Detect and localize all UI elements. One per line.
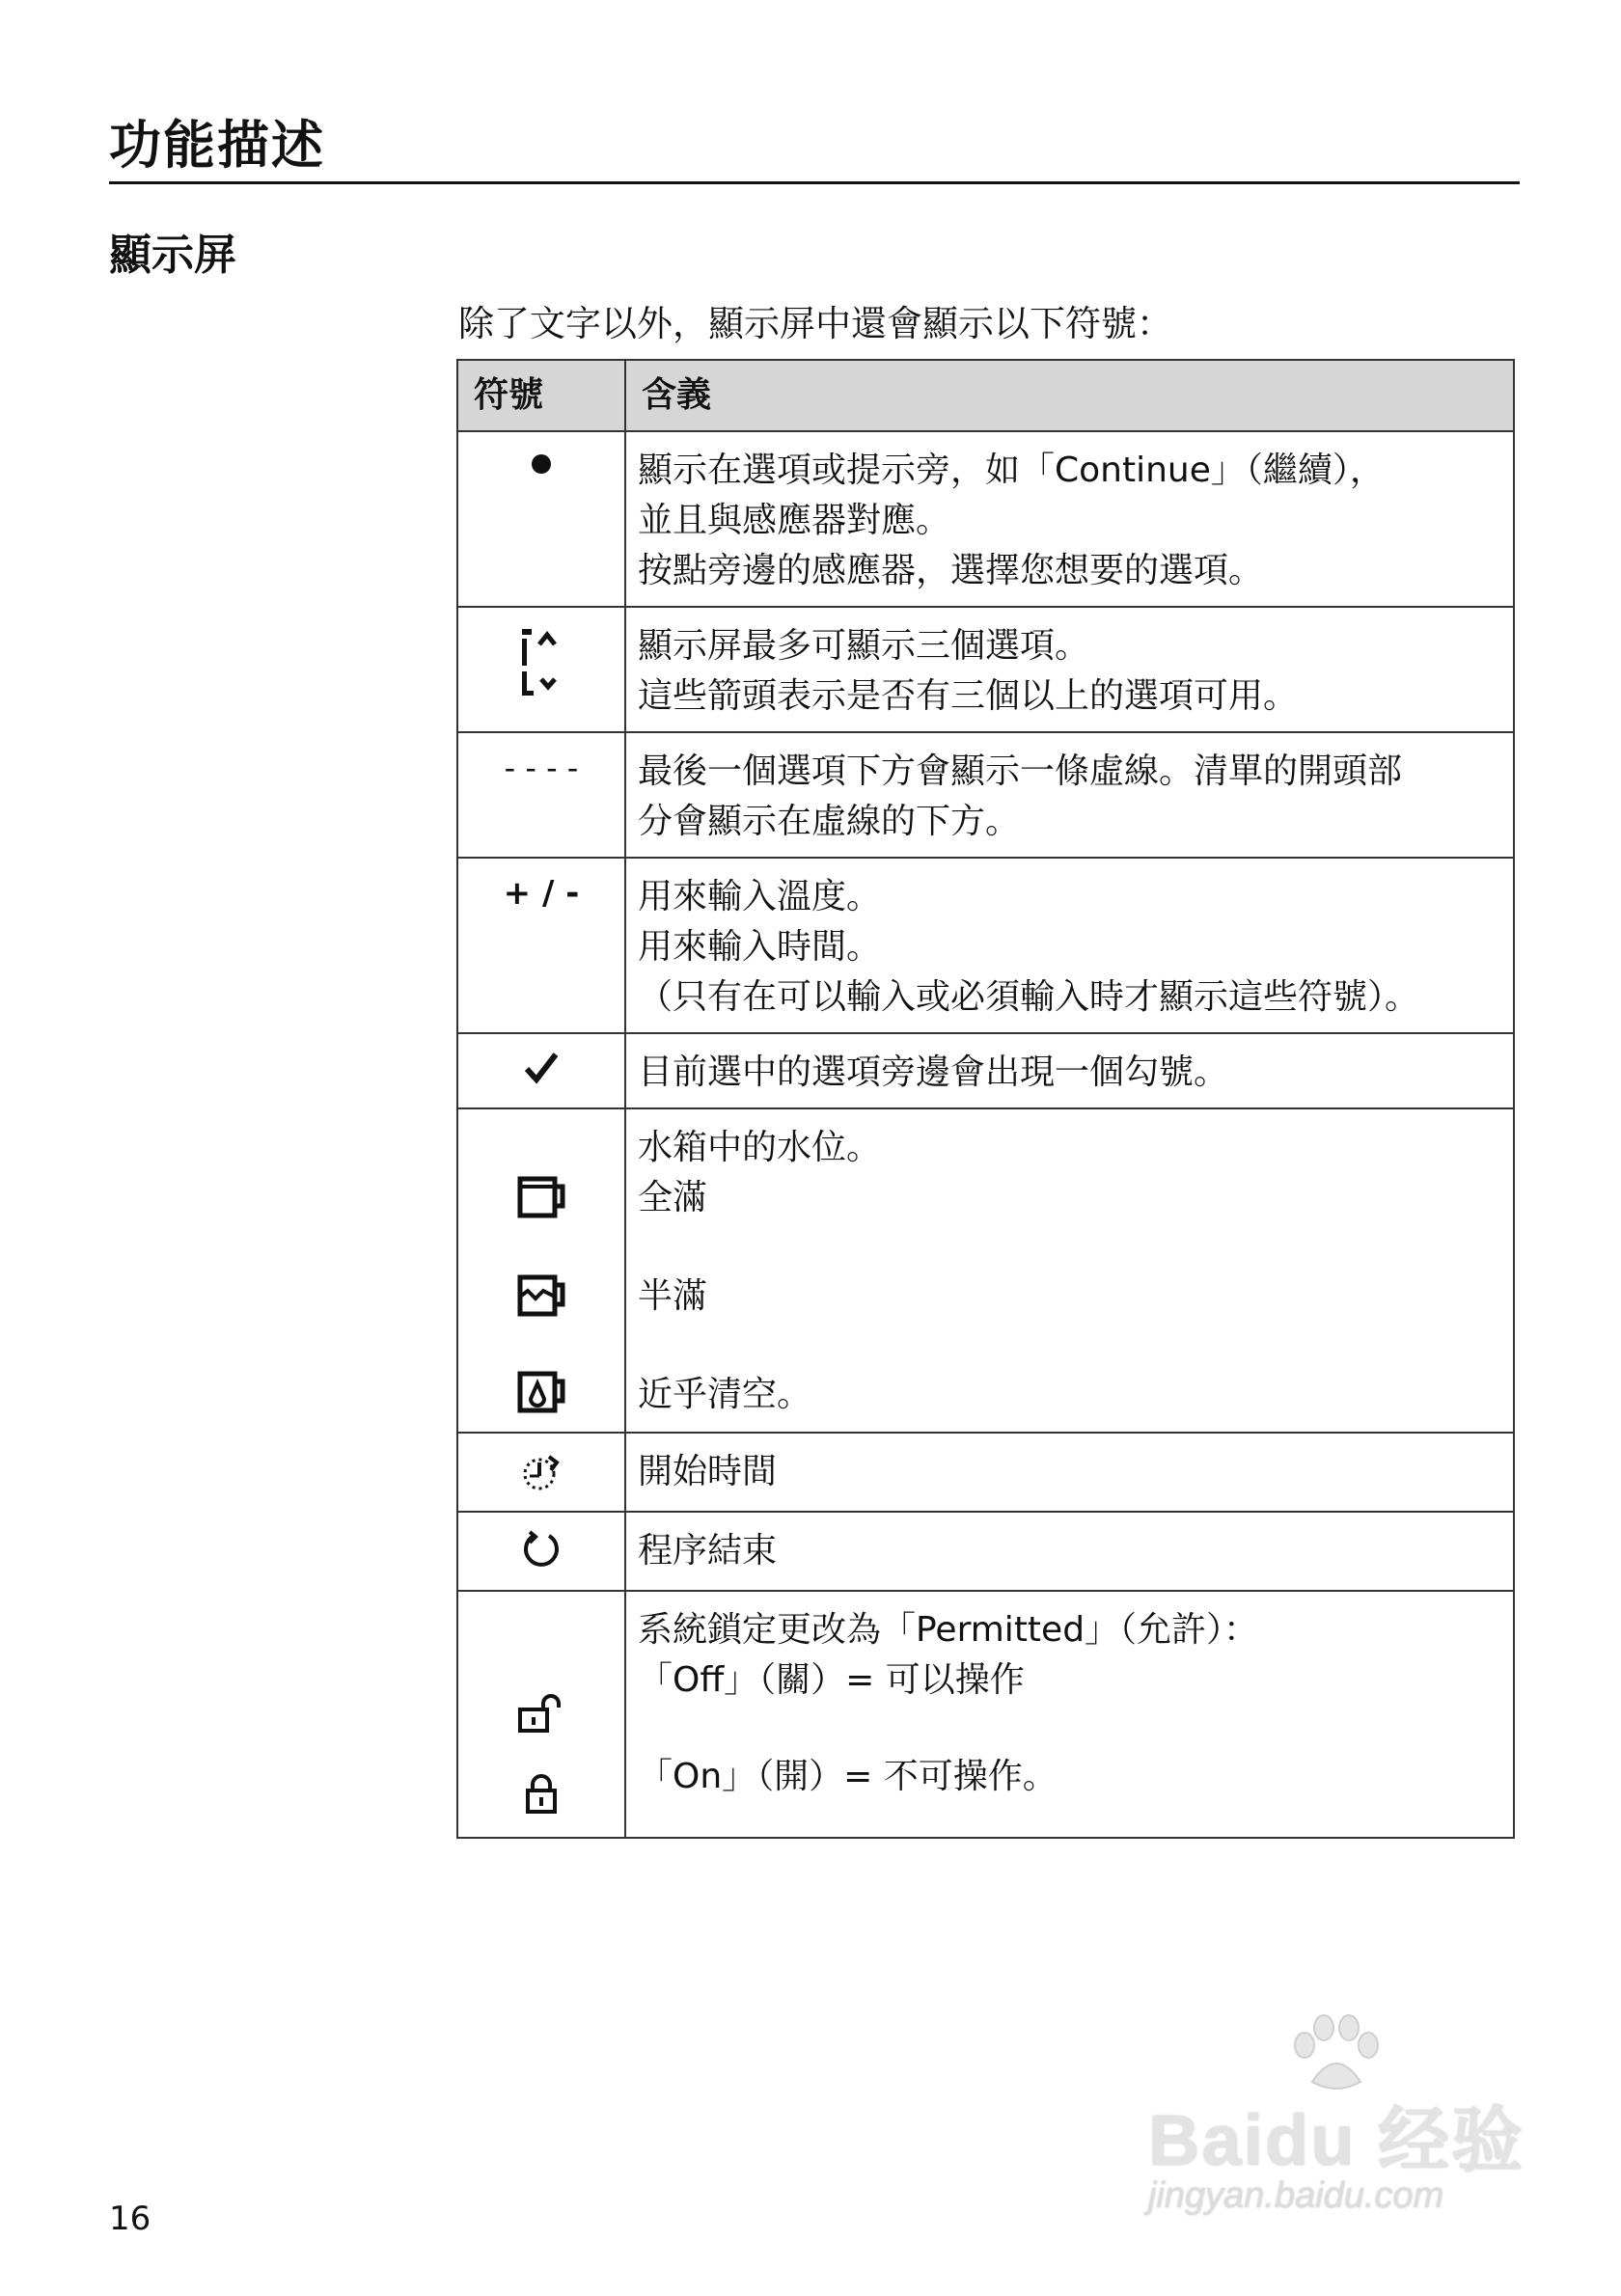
meaning-line: 近乎清空。 <box>638 1375 812 1414</box>
watermark <box>1148 2045 1534 2238</box>
tank-half-icon <box>514 1271 568 1320</box>
meaning-cell <box>625 1433 1514 1512</box>
symbol-cell <box>457 858 625 1033</box>
symbol-cell <box>457 607 625 732</box>
section-title: 顯示屏 <box>109 231 236 280</box>
meaning-line: （只有在可以輸入或必須輸入時才顯示這些符號）。 <box>638 977 1420 1017</box>
title-divider <box>109 181 1520 184</box>
tank-full-icon <box>514 1173 568 1221</box>
meaning-cell <box>625 1108 1514 1433</box>
meaning-line: 系統鎖定更改為「Permitted」（允許）： <box>638 1610 1259 1650</box>
meaning-line: 半滿 <box>638 1276 708 1316</box>
meaning-line: 程序結束 <box>638 1531 778 1571</box>
watermark-sub: jingyan.baidu.com <box>1148 2175 1444 2216</box>
meaning-line: 並且與感應器對應。 <box>638 501 951 540</box>
page-number: 16 <box>109 2200 151 2238</box>
meaning-line: 水箱中的水位。 <box>638 1128 882 1167</box>
meaning-line: 「On」（開）= 不可操作。 <box>638 1757 1058 1796</box>
meaning-line: 顯示在選項或提示旁，如「Continue」（繼續）， <box>638 451 1385 490</box>
dashed-line-icon: - - - - <box>504 750 579 786</box>
start-time-icon <box>520 1451 563 1493</box>
meaning-cell <box>625 1591 1514 1838</box>
symbol-cell <box>457 1433 625 1512</box>
locked-icon <box>523 1773 560 1816</box>
meaning-line: 最後一個選項下方會顯示一條虛線。清單的開頭部 <box>638 752 1403 791</box>
header-symbol: 符號 <box>457 360 625 431</box>
table-row <box>457 1512 1514 1591</box>
meaning-cell <box>625 1033 1514 1108</box>
table-row <box>457 431 1514 607</box>
symbol-cell <box>457 1033 625 1108</box>
table-row <box>457 1108 1514 1433</box>
meaning-line: 開始時間 <box>638 1452 778 1491</box>
meaning-line: 「Off」（關）= 可以操作 <box>638 1660 1025 1700</box>
table-row <box>457 1433 1514 1512</box>
meaning-line: 目前選中的選項旁邊會出現一個勾號。 <box>638 1052 1229 1092</box>
meaning-cell <box>625 1512 1514 1591</box>
meaning-cell <box>625 607 1514 732</box>
checkmark-icon <box>524 1052 559 1084</box>
symbol-cell <box>457 1512 625 1591</box>
meaning-line: 顯示屏最多可顯示三個選項。 <box>638 626 1090 666</box>
header-meaning: 含義 <box>625 360 1514 431</box>
table-row <box>457 607 1514 732</box>
unlocked-icon <box>516 1694 566 1735</box>
plus-minus-icon: + / - <box>503 874 580 913</box>
table-row <box>457 1591 1514 1838</box>
symbol-cell <box>457 1591 625 1838</box>
meaning-line: 用來輸入溫度。 <box>638 877 882 916</box>
symbol-cell <box>457 1108 625 1433</box>
dot-icon <box>531 453 552 475</box>
meaning-line: 分會顯示在虛線的下方。 <box>638 802 1021 841</box>
meaning-line: 這些箭頭表示是否有三個以上的選項可用。 <box>638 676 1299 716</box>
paw-icon <box>1283 2007 1389 2093</box>
meaning-cell <box>625 858 1514 1033</box>
symbol-cell <box>457 732 625 858</box>
page-title: 功能描述 <box>109 115 325 176</box>
table-header-row <box>457 360 1514 431</box>
table-row <box>457 732 1514 858</box>
intro-text: 除了文字以外，顯示屏中還會顯示以下符號： <box>458 303 1172 344</box>
symbol-cell <box>457 431 625 607</box>
meaning-line: 按點旁邊的感應器，選擇您想要的選項。 <box>638 551 1264 590</box>
watermark-main: Baidu 经验 <box>1148 2100 1525 2180</box>
tank-empty-icon <box>514 1368 568 1416</box>
meaning-line: 全滿 <box>638 1178 708 1217</box>
program-end-icon <box>520 1528 563 1571</box>
meaning-cell <box>625 431 1514 607</box>
table-row <box>457 858 1514 1033</box>
meaning-line: 用來輸入時間。 <box>638 927 882 967</box>
scroll-arrows-icon <box>518 623 564 700</box>
table-row <box>457 1033 1514 1108</box>
meaning-cell <box>625 732 1514 858</box>
symbols-table <box>456 359 1515 1839</box>
